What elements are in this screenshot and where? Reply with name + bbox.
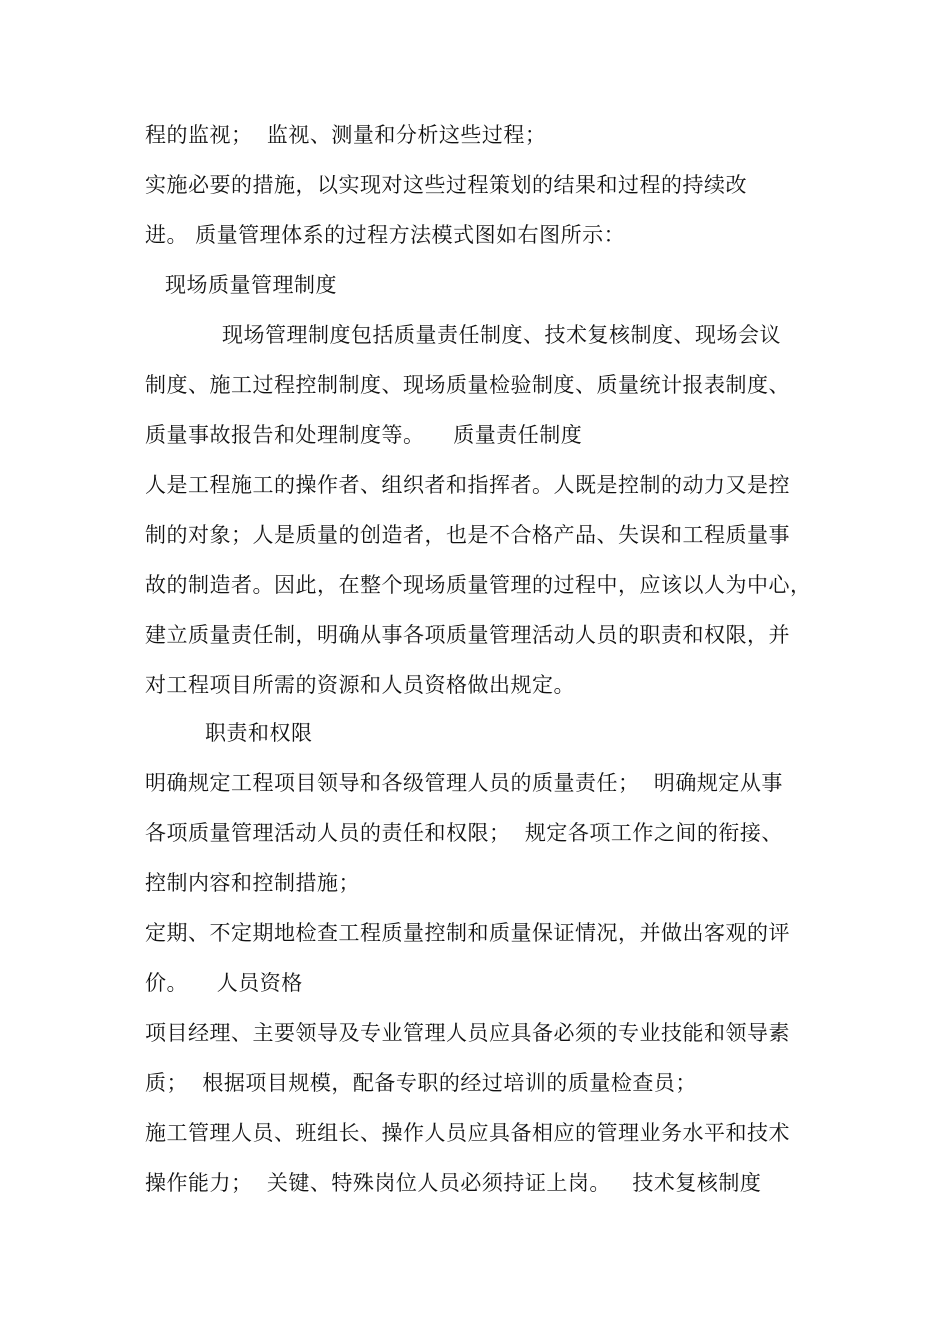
text-line-19: 项目经理、主要领导及专业管理人员应具备必须的专业技能和领导素 bbox=[145, 1021, 790, 1045]
text-line-1: 程的监视； 监视、测量和分析这些过程； bbox=[145, 123, 547, 147]
text-line-9: 制的对象；人是质量的创造者，也是不合格产品、失误和工程质量事 bbox=[145, 523, 790, 547]
text-line-14: 明确规定工程项目领导和各级管理人员的质量责任； 明确规定从事 bbox=[145, 771, 783, 795]
text-line-2: 实施必要的措施，以实现对这些过程策划的结果和过程的持续改 bbox=[145, 173, 747, 197]
section-heading-site-quality-management: 现场质量管理制度 bbox=[165, 273, 337, 297]
section-heading-duties-authority: 职责和权限 bbox=[205, 721, 313, 745]
text-line-15: 各项质量管理活动人员的责任和权限； 规定各项工作之间的衔接、 bbox=[145, 821, 783, 845]
text-line-6: 制度、施工过程控制制度、现场质量检验制度、质量统计报表制度、 bbox=[145, 373, 790, 397]
text-line-10: 故的制造者。因此，在整个现场质量管理的过程中，应该以人为中心， bbox=[145, 573, 812, 597]
text-line-22: 操作能力； 关键、特殊岗位人员必须持证上岗。 技术复核制度 bbox=[145, 1171, 762, 1195]
text-line-21: 施工管理人员、班组长、操作人员应具备相应的管理业务水平和技术 bbox=[145, 1121, 790, 1145]
text-line-7: 质量事故报告和处理制度等。 质量责任制度 bbox=[145, 423, 583, 447]
text-line-3: 进。 质量管理体系的过程方法模式图如右图所示： bbox=[145, 223, 626, 247]
text-line-8: 人是工程施工的操作者、组织者和指挥者。人既是控制的动力又是控 bbox=[145, 473, 790, 497]
text-line-17: 定期、不定期地检查工程质量控制和质量保证情况，并做出客观的评 bbox=[145, 921, 790, 945]
text-line-20: 质； 根据项目规模，配备专职的经过培训的质量检查员； bbox=[145, 1071, 697, 1095]
text-line-16: 控制内容和控制措施； bbox=[145, 871, 360, 895]
text-line-12: 对工程项目所需的资源和人员资格做出规定。 bbox=[145, 673, 575, 697]
text-line-5: 现场管理制度包括质量责任制度、技术复核制度、现场会议 bbox=[222, 323, 781, 347]
text-line-18: 价。 人员资格 bbox=[145, 971, 303, 995]
text-line-11: 建立质量责任制，明确从事各项质量管理活动人员的职责和权限，并 bbox=[145, 623, 790, 647]
